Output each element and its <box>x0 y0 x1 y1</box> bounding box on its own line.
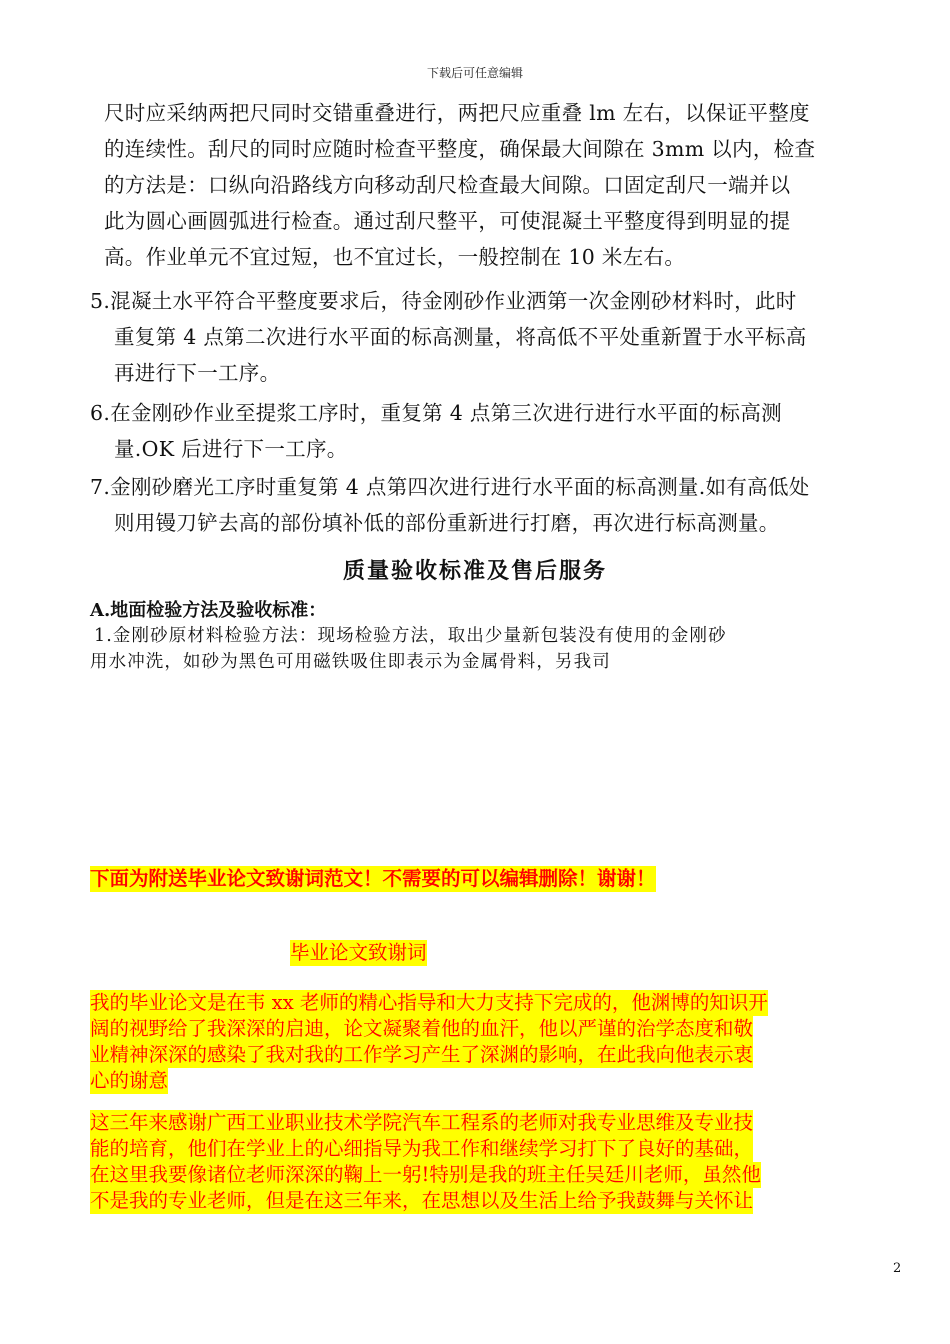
appendix-notice: 下面为附送毕业论文致谢词范文！不需要的可以编辑删除！谢谢！ <box>90 867 656 890</box>
section-title: 质量验收标准及售后服务 <box>342 558 607 584</box>
paragraph-line: 的方法是：口纵向沿路线方向移动刮尺检查最大间隙。口固定刮尺一端并以 <box>104 173 791 197</box>
paragraph-line: 此为圆心画圆弧进行检查。通过刮尺整平，可使混凝土平整度得到明显的提 <box>104 209 791 233</box>
list-item-6-line: 量.OK 后进行下一工序。 <box>114 437 348 461</box>
list-item-5: 5.混凝土水平符合平整度要求后，待金刚砂作业洒第一次金刚砂材料时，此时 <box>90 289 797 313</box>
list-item-5-line: 再进行下一工序。 <box>114 361 281 385</box>
appendix-line: 这三年来感谢广西工业职业技术学院汽车工程系的老师对我专业思维及专业技 <box>90 1111 754 1134</box>
appendix-title: 毕业论文致谢词 <box>290 941 427 964</box>
list-item-7: 7.金刚砂磨光工序时重复第 4 点第四次进行进行水平面的标高测量.如有高低处 <box>90 475 810 499</box>
page-number: 2 <box>893 1261 902 1276</box>
appendix-line: 我的毕业论文是在韦 xx 老师的精心指导和大力支持下完成的，他渊博的知识开 <box>90 991 768 1014</box>
appendix-line: 在这里我要像诸位老师深深的鞠上一躬!特别是我的班主任吴廷川老师，虽然他 <box>90 1163 761 1186</box>
paragraph-line: 尺时应采纳两把尺同时交错重叠进行，两把尺应重叠 lm 左右，以保证平整度 <box>104 101 810 125</box>
paragraph-line: 的连续性。刮尺的同时应随时检查平整度，确保最大间隙在 3mm 以内，检查 <box>104 137 816 161</box>
quality-line: 1.金刚砂原材料检验方法：现场检验方法，取出少量新包装没有使用的金刚砂 <box>94 626 727 646</box>
appendix-line: 业精神深深的感染了我对我的工作学习产生了深渊的影响，在此我向他表示衷 <box>90 1043 754 1066</box>
sub-heading: A.地面检验方法及验收标准： <box>90 600 327 621</box>
appendix-line: 能的培育，他们在学业上的心细指导为我工作和继续学习打下了良好的基础， <box>90 1137 754 1160</box>
list-item-6: 6.在金刚砂作业至提浆工序时，重复第 4 点第三次进行进行水平面的标高测 <box>90 401 782 425</box>
paragraph-line: 高。作业单元不宜过短，也不宜过长，一般控制在 10 米左右。 <box>104 245 686 269</box>
quality-line: 用水冲洗，如砂为黑色可用磁铁吸住即表示为金属骨料，另我司 <box>90 652 611 672</box>
appendix-line: 不是我的专业老师，但是在这三年来，在思想以及生活上给予我鼓舞与关怀让 <box>90 1189 754 1212</box>
list-item-7-line: 则用镘刀铲去高的部份填补低的部份重新进行打磨，再次进行标高测量。 <box>114 511 780 535</box>
appendix-line: 阔的视野给了我深深的启迪，论文凝聚着他的血汗，他以严谨的治学态度和敬 <box>90 1017 754 1040</box>
list-item-5-line: 重复第 4 点第二次进行水平面的标高测量，将高低不平处重新置于水平标高 <box>114 325 807 349</box>
appendix-line: 心的谢意 <box>90 1069 169 1092</box>
page-header: 下载后可任意编辑 <box>426 66 523 80</box>
